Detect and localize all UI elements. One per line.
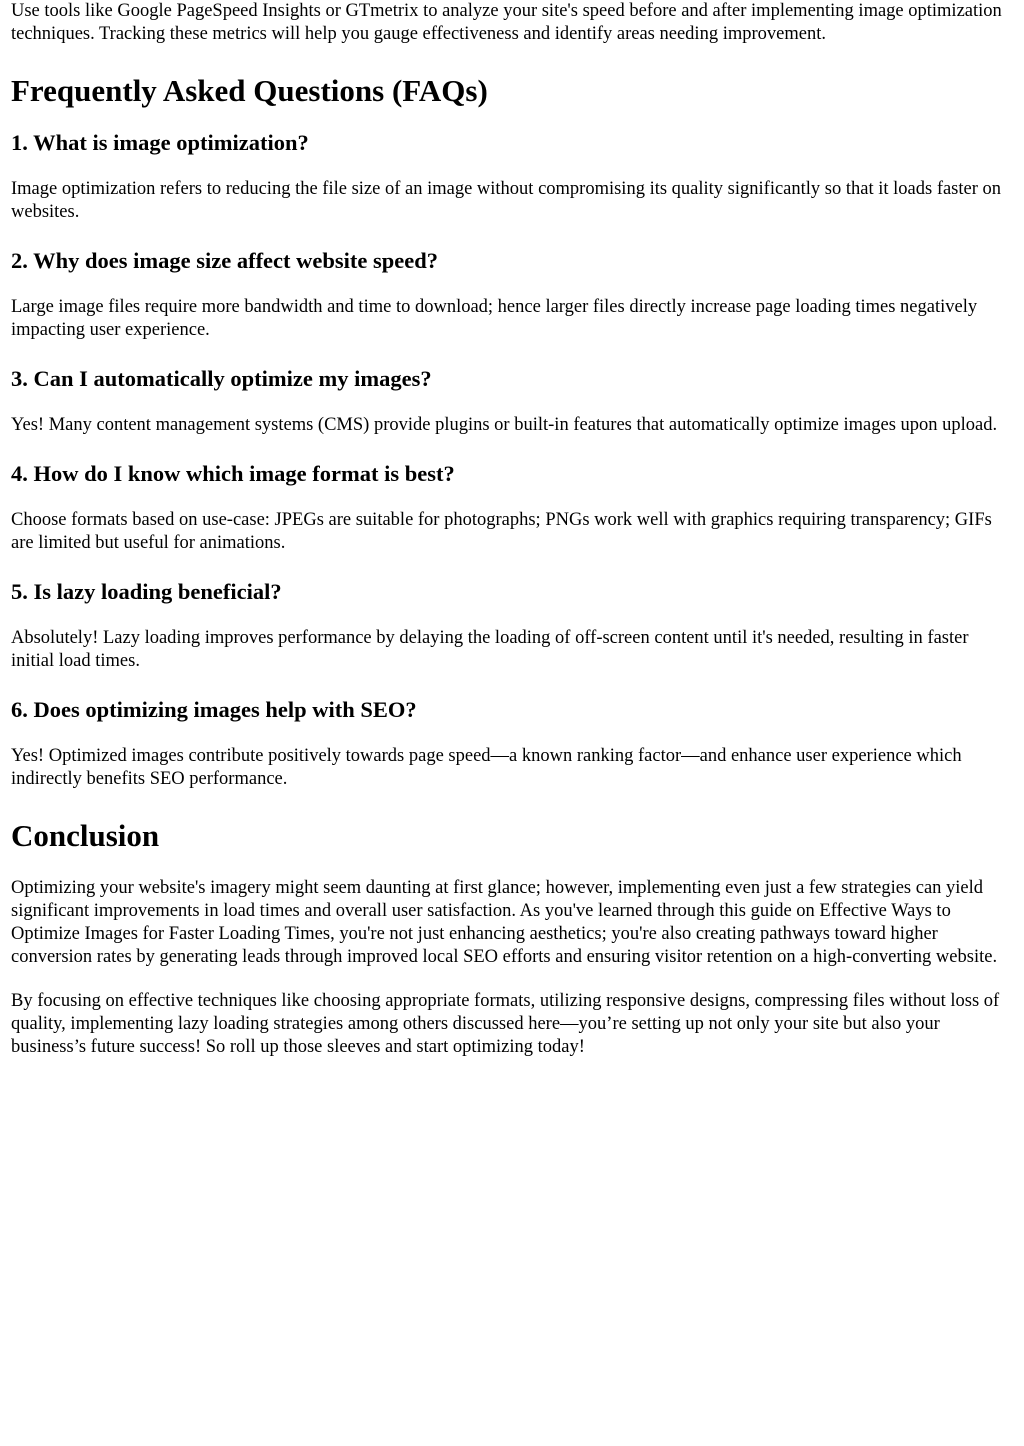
faq-heading: Frequently Asked Questions (FAQs) (11, 73, 488, 108)
faq-question-3: 3. Can I automatically optimize my images? (11, 366, 432, 391)
faq-question-2: 2. Why does image size affect website speed? (11, 248, 439, 273)
faq-question-5: 5. Is lazy loading beneficial? (11, 579, 282, 604)
conclusion-section (11, 877, 1014, 1059)
faq-answer-3: Yes! Many content management systems (CMS) provide plugins or built-in features that automatically optimize images upon upload. (11, 415, 998, 435)
intro-paragraph: Use tools like Google PageSpeed Insights or GTmetrix to analyze your site's speed before and after implementing image optimization techniques. Tracking these metrics will help you gauge effectiveness and identify areas needing improvement. (11, 1, 1002, 44)
faq-question-6: 6. Does optimizing images help with SEO? (11, 697, 417, 722)
conclusion-paragraph-1: Optimizing your website's imagery might seem daunting at first glance; however, implementing even just a few strategies can yield significant improvements in load times and overall user satisfaction. As you've learned through this guide on Effective Ways to Optimize Images for Faster Loading Times, you're not just enhancing aesthetics; you're also creating pathways toward higher conversion rates by generating leads through improved local SEO efforts and ensuring visitor retention on a high-converting website. (11, 878, 998, 967)
faq-answer-5: Absolutely! Lazy loading improves performance by delaying the loading of off-screen content until it's needed, resulting in faster initial load times. (11, 628, 969, 671)
faq-section (11, 129, 1014, 791)
faq-answer-2: Large image files require more bandwidth and time to download; hence larger files directly increase page loading times negatively impacting user experience. (11, 297, 978, 340)
conclusion-paragraph-2: By focusing on effective techniques like choosing appropriate formats, utilizing responsive designs, compressing files without loss of quality, implementing lazy loading strategies among others discussed here—you’re setting up not only your site but also your business’s future success! So roll up those sleeves and start optimizing today! (11, 991, 1000, 1057)
faq-answer-1: Image optimization refers to reducing the file size of an image without compromising its quality significantly so that it loads faster on websites. (11, 179, 1002, 222)
conclusion-heading: Conclusion (11, 818, 160, 853)
faq-question-4: 4. How do I know which image format is best? (11, 461, 455, 486)
faq-answer-4: Choose formats based on use-case: JPEGs are suitable for photographs; PNGs work well with graphics requiring transparency; GIFs are limited but useful for animations. (11, 510, 992, 553)
faq-question-1: 1. What is image optimization? (11, 130, 309, 155)
faq-answer-6: Yes! Optimized images contribute positively towards page speed—a known ranking factor—and enhance user experience which indirectly benefits SEO performance. (11, 746, 962, 789)
